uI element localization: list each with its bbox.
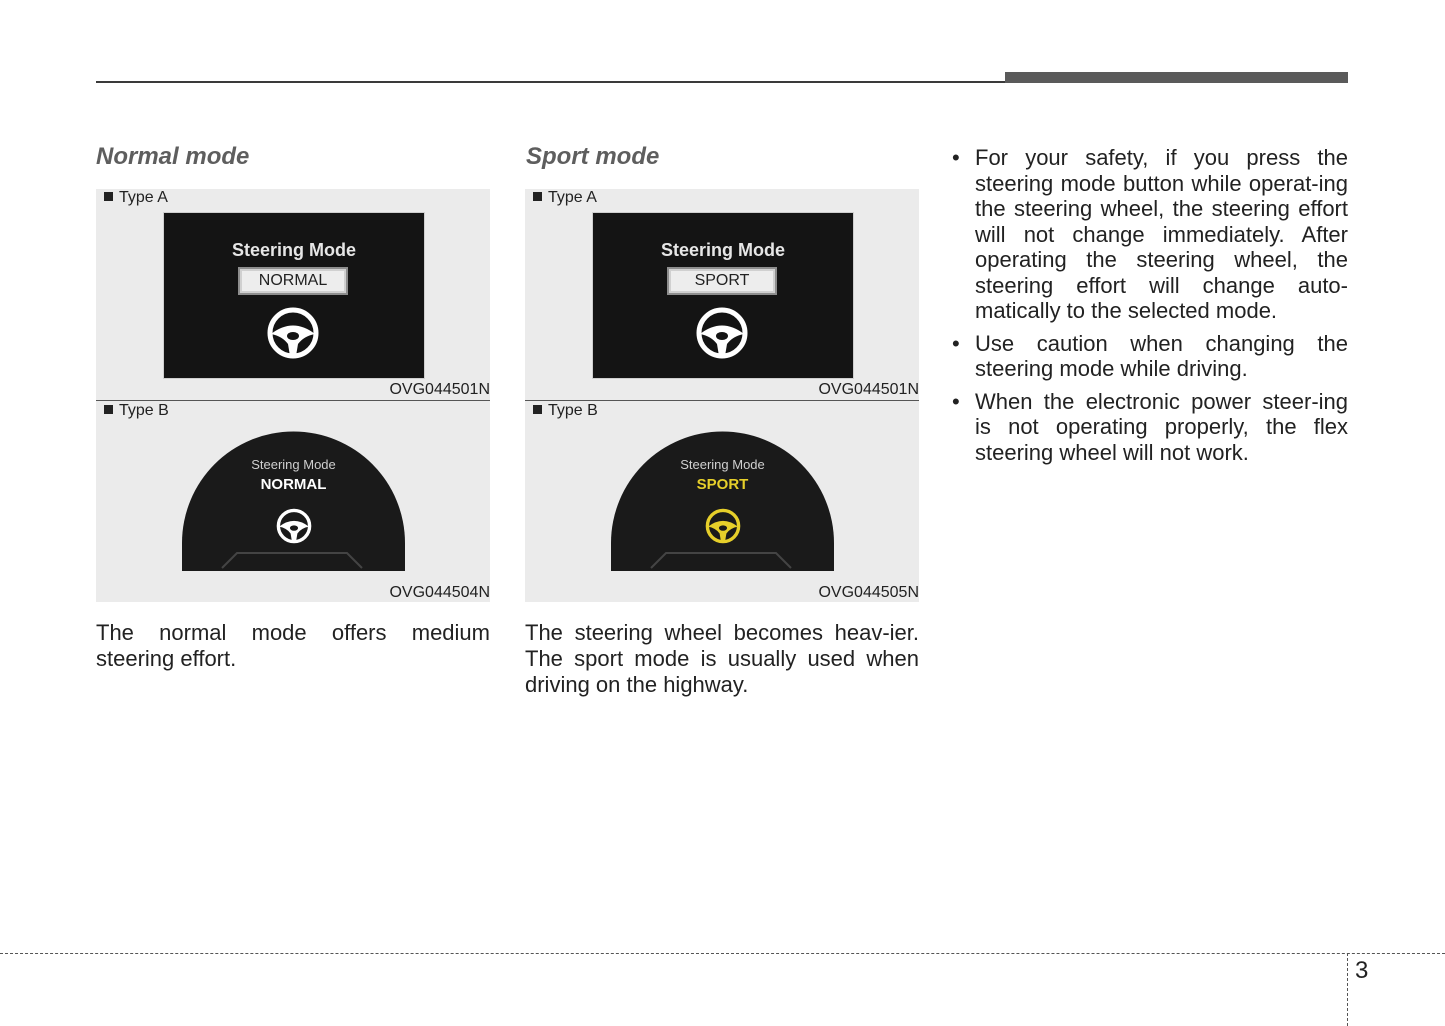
sport-mode-heading: Sport mode <box>526 143 660 170</box>
list-item: • For your safety, if you press the steering mode button while operat-ing the steering wheel, the steering effort will not change immediately. After operating the steering wheel, the steering effort will change auto-matically to the selected mode. <box>952 145 1348 323</box>
figure-code: OVG044501N <box>389 381 490 398</box>
type-b-label: Type B <box>104 402 169 420</box>
sport-mode-description: The steering wheel becomes heav-ier. The sport mode is usually used when driving on the highway. <box>525 620 919 697</box>
steering-wheel-icon <box>275 507 313 545</box>
dome-display-shape <box>611 431 834 571</box>
type-a-cluster-screen <box>592 212 854 379</box>
mode-indicator: SPORT <box>667 267 777 295</box>
figure-code: OVG044505N <box>818 584 919 601</box>
safety-notes-list <box>952 145 1348 472</box>
header-section-bar <box>1005 72 1348 83</box>
bullet-marker: • <box>952 388 960 414</box>
type-b-label: Type B <box>533 402 598 420</box>
screen-title: Steering Mode <box>680 457 765 472</box>
screen-title: Steering Mode <box>660 240 785 260</box>
type-a-cluster-screen <box>163 212 425 379</box>
page-number: 3 <box>1355 957 1369 984</box>
type-b-cluster-screen <box>611 431 834 571</box>
dome-display-shape <box>182 431 405 571</box>
type-b-cluster-screen <box>182 431 405 571</box>
steering-wheel-icon <box>704 507 742 545</box>
normal-mode-heading: Normal mode <box>96 143 250 170</box>
footer-dashed-rule <box>0 953 1445 954</box>
header-rule <box>96 81 1006 83</box>
mode-indicator: NORMAL <box>260 476 327 493</box>
figure-divider <box>96 400 490 401</box>
square-bullet-icon <box>533 192 542 201</box>
type-a-label: Type A <box>104 189 168 207</box>
type-a-label: Type A <box>533 189 597 207</box>
figure-divider <box>525 400 919 401</box>
mode-indicator: SPORT <box>696 476 749 493</box>
sport-mode-figure <box>525 189 919 602</box>
figure-code: OVG044501N <box>818 381 919 398</box>
footer-dashed-divider <box>1347 953 1348 1026</box>
square-bullet-icon <box>533 405 542 414</box>
steering-wheel-icon <box>694 305 750 361</box>
list-item: • Use caution when changing the steering mode while driving. <box>952 330 1348 381</box>
mode-indicator: NORMAL <box>238 267 348 295</box>
list-item: • When the electronic power steer-ing is not operating properly, the flex steering wheel will not work. <box>952 388 1348 465</box>
bullet-marker: • <box>952 330 960 356</box>
square-bullet-icon <box>104 405 113 414</box>
figure-code: OVG044504N <box>389 584 490 601</box>
screen-title: Steering Mode <box>231 240 356 260</box>
square-bullet-icon <box>104 192 113 201</box>
normal-mode-figure <box>96 189 490 602</box>
steering-wheel-icon <box>265 305 321 361</box>
screen-title: Steering Mode <box>251 457 336 472</box>
normal-mode-description: The normal mode offers medium steering effort. <box>96 620 490 671</box>
bullet-marker: • <box>952 145 960 170</box>
